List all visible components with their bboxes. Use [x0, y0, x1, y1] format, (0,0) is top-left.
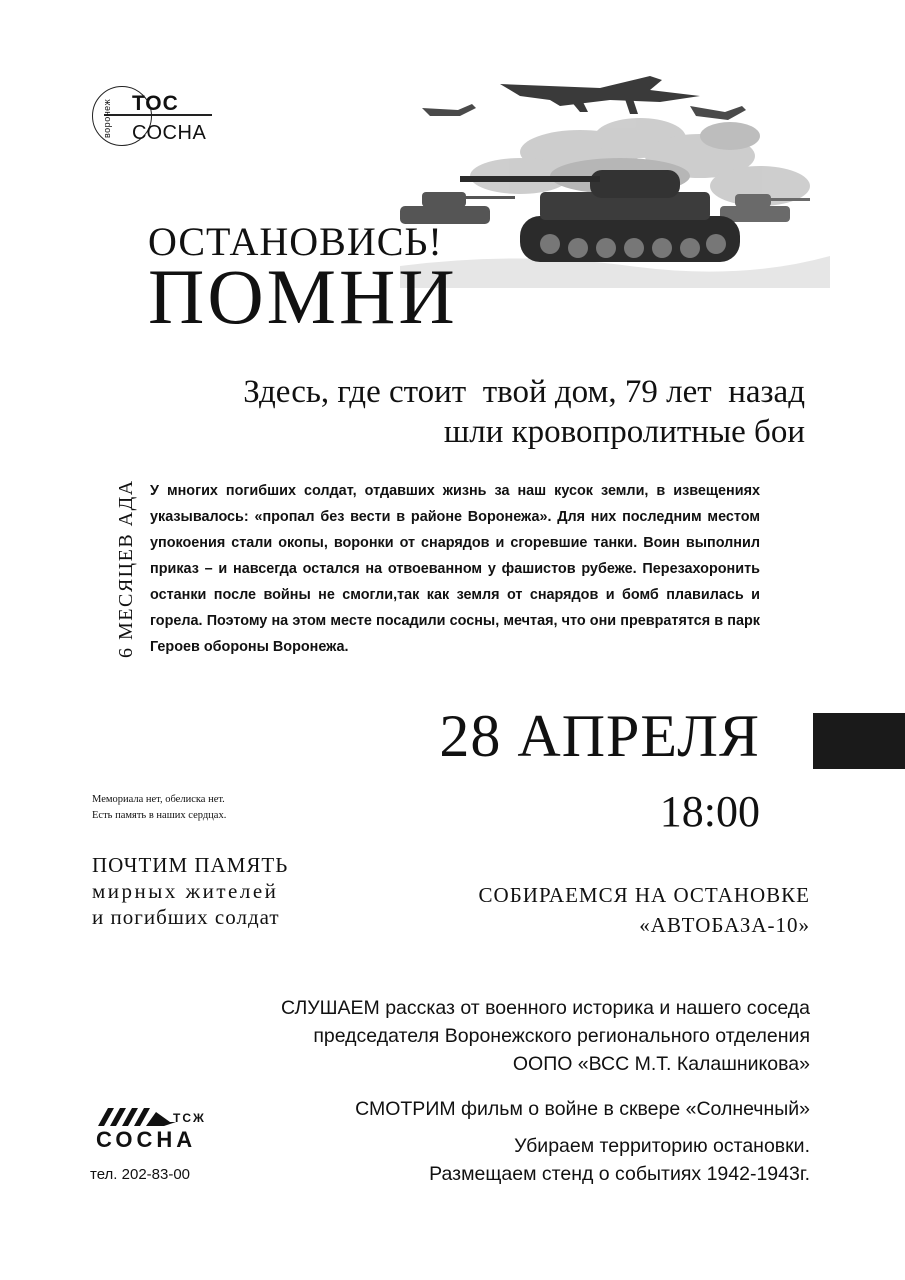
stop-heading: ОСТАНОВИСЬ! — [148, 219, 443, 264]
dive-bomber-plane — [500, 76, 700, 114]
memorial-quote — [92, 792, 226, 824]
tsj-sosna-logo — [90, 1108, 230, 1158]
event-date: 28 АПРЕЛЯ — [439, 703, 760, 769]
honor-line-2: мирных жителей — [92, 879, 279, 903]
subtitle-line-1: Здесь, где стоит твой дом, 79 лет назад — [243, 374, 805, 410]
honor-memory-block — [92, 852, 288, 930]
program-watch: СМОТРИМ фильм о войне в сквере «Солнечный» — [355, 1098, 810, 1120]
memorial-quote-line-2: Есть память в наших сердцах. — [92, 810, 227, 821]
tos-sosna-logo — [92, 86, 232, 156]
meeting-point-block — [479, 880, 810, 940]
event-time: 18:00 — [659, 787, 760, 836]
meeting-line-2: «АВТОБАЗА-10» — [639, 913, 810, 937]
program-listen-line-2: председателя Воронежского регионального отделения — [313, 1025, 810, 1047]
program-clean-line-1: Убираем территорию остановки. — [514, 1135, 810, 1157]
phone-number: тел. 202-83-00 — [90, 1166, 191, 1183]
black-accent-bar — [813, 713, 905, 769]
history-paragraph: У многих погибших солдат, отдавших жизнь за наш кусок земли, в извещениях указывалось: «пропал без вести в районе Воронежа». Для них последним местом упокоения стали окопы, воронки от снарядов и сгоревшие танки. Воин выполнил приказ – и навсегда остался на отвоеванном у фашистов рубеже. Перезахоронить останки после войны не смогли,так как земля от снарядов и бомб плавилась и горела. Поэтому на этом месте посадили сосны, мечтая, что они превратятся в парк Героев обороны Воронежа. — [150, 483, 760, 655]
program-clean-line-2: Размещаем стенд о событиях 1942-1943г. — [429, 1163, 810, 1185]
subtitle — [243, 372, 805, 452]
logo-sosna-text: СОСНА — [132, 122, 207, 144]
remember-heading: ПОМНИ — [148, 253, 458, 340]
program-clean — [429, 1132, 810, 1188]
small-plane-right — [690, 106, 746, 120]
six-months-of-hell-vertical-text: 6 МЕСЯЦЕВ АДА — [115, 479, 137, 658]
meeting-line-1: СОБИРАЕМСЯ НА ОСТАНОВКЕ — [478, 883, 810, 907]
honor-line-1: ПОЧТИМ ПАМЯТЬ — [92, 853, 289, 877]
roof-stripes-icon — [98, 1108, 178, 1126]
logo-tos-text: ТОС — [132, 92, 179, 115]
tsj-abbr: ТСЖ — [173, 1111, 206, 1125]
program-listen — [281, 994, 810, 1078]
memorial-quote-line-1: Мемориала нет, обелиска нет. — [92, 794, 225, 805]
honor-line-3: и погибших солдат — [92, 905, 280, 929]
subtitle-line-2: шли кровопролитные бои — [443, 414, 805, 450]
battle-illustration — [400, 66, 830, 288]
program-listen-line-3: ООПО «ВСС М.Т. Калашникова» — [512, 1053, 810, 1075]
program-listen-line-1: СЛУШАЕМ рассказ от военного историка и нашего соседа — [281, 997, 810, 1019]
small-plane-left — [422, 104, 476, 116]
tsj-name: СОСНА — [96, 1127, 197, 1152]
logo-city-vertical-text: воронеж — [102, 98, 112, 138]
